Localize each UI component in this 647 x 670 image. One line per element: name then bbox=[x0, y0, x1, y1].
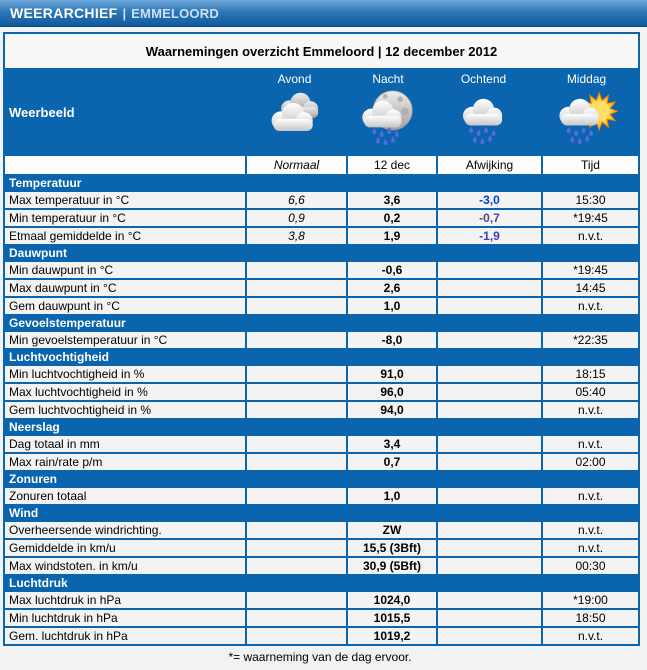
table-row bbox=[5, 280, 638, 296]
row-label: Zonuren totaal bbox=[5, 488, 245, 504]
row-label: Max luchtdruk in hPa bbox=[5, 592, 245, 608]
value-tijd: 18:50 bbox=[543, 610, 638, 626]
value-afwijking bbox=[438, 522, 541, 538]
weerbeeld-row bbox=[5, 70, 638, 154]
daypart-label: Avond bbox=[277, 72, 312, 86]
brand-separator: | bbox=[122, 5, 127, 21]
table-row bbox=[5, 610, 638, 626]
value-normaal bbox=[247, 280, 346, 296]
value-12dec: 1,0 bbox=[348, 298, 436, 314]
table-row bbox=[5, 558, 638, 574]
value-normaal bbox=[247, 488, 346, 504]
value-normaal bbox=[247, 592, 346, 608]
topbar bbox=[0, 0, 647, 27]
value-12dec: ZW bbox=[348, 522, 436, 538]
row-label: Min luchtdruk in hPa bbox=[5, 610, 245, 626]
value-12dec: 1,9 bbox=[348, 228, 436, 244]
value-afwijking: -1,9 bbox=[438, 228, 541, 244]
value-tijd: n.v.t. bbox=[543, 488, 638, 504]
row-label: Overheersende windrichting. bbox=[5, 522, 245, 538]
table-row bbox=[5, 540, 638, 556]
value-normaal bbox=[247, 540, 346, 556]
table-row bbox=[5, 628, 638, 644]
sections-container bbox=[5, 176, 638, 644]
value-tijd: n.v.t. bbox=[543, 540, 638, 556]
footnote: *= waarneming van de dag ervoor. bbox=[228, 650, 412, 664]
value-normaal bbox=[247, 436, 346, 452]
daypart-label: Middag bbox=[566, 72, 607, 86]
value-tijd: n.v.t. bbox=[543, 228, 638, 244]
table-title-row bbox=[5, 34, 638, 68]
table-row bbox=[5, 454, 638, 470]
value-normaal bbox=[247, 298, 346, 314]
row-label: Min luchtvochtigheid in % bbox=[5, 366, 245, 382]
section-header-neerslag: Neerslag bbox=[5, 420, 638, 434]
value-normaal bbox=[247, 610, 346, 626]
value-afwijking bbox=[438, 540, 541, 556]
value-normaal bbox=[247, 262, 346, 278]
column-header-afwijking: Afwijking bbox=[438, 156, 541, 174]
value-afwijking bbox=[438, 366, 541, 382]
value-afwijking bbox=[438, 436, 541, 452]
section-header-zonuren: Zonuren bbox=[5, 472, 638, 486]
weerbeeld-part-avond bbox=[245, 70, 344, 154]
value-tijd: 05:40 bbox=[543, 384, 638, 400]
value-normaal bbox=[247, 628, 346, 644]
value-normaal bbox=[247, 558, 346, 574]
value-tijd: *19:45 bbox=[543, 210, 638, 226]
row-label: Min temperatuur in °C bbox=[5, 210, 245, 226]
value-tijd: n.v.t. bbox=[543, 522, 638, 538]
weerbeeld-part-nacht bbox=[344, 70, 432, 154]
value-normaal bbox=[247, 522, 346, 538]
value-afwijking bbox=[438, 298, 541, 314]
table-row bbox=[5, 210, 638, 226]
value-afwijking bbox=[438, 592, 541, 608]
section-header-temperatuur: Temperatuur bbox=[5, 176, 638, 190]
daypart-label: Nacht bbox=[372, 72, 404, 86]
column-header-12-dec: 12 dec bbox=[348, 156, 436, 174]
table-row bbox=[5, 522, 638, 538]
table-row bbox=[5, 592, 638, 608]
location-label: EMMELOORD bbox=[131, 5, 219, 21]
value-normaal bbox=[247, 384, 346, 400]
value-tijd: n.v.t. bbox=[543, 402, 638, 418]
value-12dec: 94,0 bbox=[348, 402, 436, 418]
table-row bbox=[5, 384, 638, 400]
value-tijd: *22:35 bbox=[543, 332, 638, 348]
value-afwijking bbox=[438, 332, 541, 348]
value-tijd: *19:00 bbox=[543, 592, 638, 608]
value-normaal bbox=[247, 332, 346, 348]
row-label: Max temperatuur in °C bbox=[5, 192, 245, 208]
value-afwijking bbox=[438, 558, 541, 574]
value-12dec: 0,2 bbox=[348, 210, 436, 226]
weerbeeld-part-ochtend bbox=[432, 70, 535, 154]
table-row bbox=[5, 262, 638, 278]
value-afwijking bbox=[438, 488, 541, 504]
value-12dec: -8,0 bbox=[348, 332, 436, 348]
value-afwijking bbox=[438, 402, 541, 418]
weerbeeld-label: Weerbeeld bbox=[9, 104, 75, 120]
row-label: Max luchtvochtigheid in % bbox=[5, 384, 245, 400]
value-12dec: 1024,0 bbox=[348, 592, 436, 608]
value-afwijking bbox=[438, 610, 541, 626]
value-afwijking: -0,7 bbox=[438, 210, 541, 226]
value-12dec: 0,7 bbox=[348, 454, 436, 470]
column-header-tijd: Tijd bbox=[543, 156, 638, 174]
value-normaal: 0,9 bbox=[247, 210, 346, 226]
table-row bbox=[5, 366, 638, 382]
table-row bbox=[5, 332, 638, 348]
value-tijd: 02:00 bbox=[543, 454, 638, 470]
table-row bbox=[5, 192, 638, 208]
clouds-icon bbox=[264, 86, 326, 146]
weather-observations-table bbox=[3, 32, 640, 646]
row-label: Etmaal gemiddelde in °C bbox=[5, 228, 245, 244]
value-12dec: -0,6 bbox=[348, 262, 436, 278]
site-brand: WEERARCHIEF bbox=[10, 5, 118, 21]
value-tijd: 18:15 bbox=[543, 366, 638, 382]
table-row bbox=[5, 402, 638, 418]
page-title: Waarnemingen overzicht Emmeloord | 12 december 2012 bbox=[145, 43, 498, 59]
row-label: Gem. luchtdruk in hPa bbox=[5, 628, 245, 644]
row-label: Gemiddelde in km/u bbox=[5, 540, 245, 556]
table-row bbox=[5, 228, 638, 244]
sun-rain-icon bbox=[556, 86, 618, 146]
row-label: Gem dauwpunt in °C bbox=[5, 298, 245, 314]
value-12dec: 30,9 (5Bft) bbox=[348, 558, 436, 574]
value-afwijking bbox=[438, 628, 541, 644]
value-12dec: 1019,2 bbox=[348, 628, 436, 644]
value-tijd: 15:30 bbox=[543, 192, 638, 208]
value-tijd: 14:45 bbox=[543, 280, 638, 296]
value-normaal bbox=[247, 366, 346, 382]
value-12dec: 3,6 bbox=[348, 192, 436, 208]
value-12dec: 3,4 bbox=[348, 436, 436, 452]
daypart-label: Ochtend bbox=[460, 72, 507, 86]
value-12dec: 2,6 bbox=[348, 280, 436, 296]
column-header-row bbox=[5, 156, 638, 174]
value-12dec: 15,5 (3Bft) bbox=[348, 540, 436, 556]
value-afwijking bbox=[438, 262, 541, 278]
value-tijd: n.v.t. bbox=[543, 628, 638, 644]
value-normaal bbox=[247, 402, 346, 418]
row-label: Max rain/rate p/m bbox=[5, 454, 245, 470]
section-header-luchtdruk: Luchtdruk bbox=[5, 576, 638, 590]
table-row bbox=[5, 298, 638, 314]
moon-rain-icon bbox=[357, 86, 419, 146]
cloud-rain-icon bbox=[453, 86, 515, 146]
column-header-normaal: Normaal bbox=[247, 156, 346, 174]
value-afwijking bbox=[438, 280, 541, 296]
section-header-wind: Wind bbox=[5, 506, 638, 520]
section-header-luchtvochtigheid: Luchtvochtigheid bbox=[5, 350, 638, 364]
row-label: Gem luchtvochtigheid in % bbox=[5, 402, 245, 418]
value-tijd: n.v.t. bbox=[543, 436, 638, 452]
row-label: Min gevoelstemperatuur in °C bbox=[5, 332, 245, 348]
weerbeeld-part-middag bbox=[535, 70, 638, 154]
value-normaal: 6,6 bbox=[247, 192, 346, 208]
column-header-empty bbox=[5, 156, 245, 174]
value-normaal: 3,8 bbox=[247, 228, 346, 244]
value-afwijking bbox=[438, 384, 541, 400]
row-label: Min dauwpunt in °C bbox=[5, 262, 245, 278]
table-row bbox=[5, 488, 638, 504]
value-tijd: n.v.t. bbox=[543, 298, 638, 314]
row-label: Dag totaal in mm bbox=[5, 436, 245, 452]
value-afwijking: -3,0 bbox=[438, 192, 541, 208]
section-header-gevoelstemperatuur: Gevoelstemperatuur bbox=[5, 316, 638, 330]
value-tijd: *19:45 bbox=[543, 262, 638, 278]
value-normaal bbox=[247, 454, 346, 470]
value-12dec: 96,0 bbox=[348, 384, 436, 400]
section-header-dauwpunt: Dauwpunt bbox=[5, 246, 638, 260]
value-12dec: 1,0 bbox=[348, 488, 436, 504]
table-row bbox=[5, 436, 638, 452]
row-label: Max dauwpunt in °C bbox=[5, 280, 245, 296]
value-tijd: 00:30 bbox=[543, 558, 638, 574]
value-12dec: 91,0 bbox=[348, 366, 436, 382]
value-afwijking bbox=[438, 454, 541, 470]
value-12dec: 1015,5 bbox=[348, 610, 436, 626]
row-label: Max windstoten. in km/u bbox=[5, 558, 245, 574]
